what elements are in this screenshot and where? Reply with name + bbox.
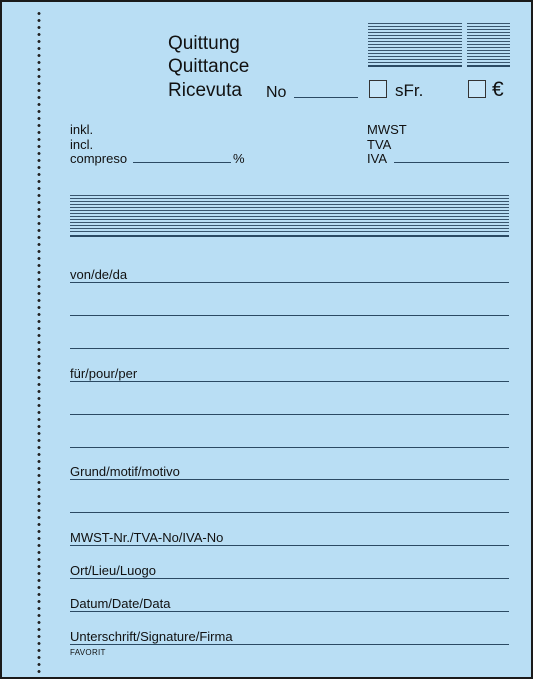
vat-amount-field[interactable]: [394, 162, 509, 163]
number-label: No: [266, 84, 287, 101]
for-label: für/pour/per: [70, 366, 138, 381]
incl-label-it: compreso: [70, 151, 128, 166]
from-line-3[interactable]: [70, 348, 509, 349]
amount-chf-area[interactable]: [368, 23, 462, 63]
eur-label: €: [492, 78, 504, 101]
from-label: von/de/da: [70, 267, 128, 282]
title-it: Ricevuta: [168, 80, 242, 101]
signature-line[interactable]: [70, 644, 509, 645]
amount-cents-underline: [467, 65, 510, 67]
from-line-2[interactable]: [70, 315, 509, 316]
brand-label: FAVORIT: [70, 648, 106, 657]
incl-label-fr: incl.: [70, 137, 94, 152]
receipt-form: [2, 2, 531, 677]
percent-sign: %: [233, 151, 245, 166]
vat-no-label: MWST-Nr./TVA-No/IVA-No: [70, 530, 224, 545]
date-label: Datum/Date/Data: [70, 596, 171, 611]
vat-label-de: MWST: [367, 122, 407, 137]
amount-words-underline: [70, 235, 509, 237]
reason-label: Grund/motif/motivo: [70, 464, 180, 479]
title-fr: Quittance: [168, 56, 250, 77]
signature-label: Unterschrift/Signature/Firma: [70, 629, 233, 644]
from-line-1[interactable]: [70, 282, 509, 283]
amount-cents-area[interactable]: [467, 23, 510, 63]
for-line-2[interactable]: [70, 414, 509, 415]
amount-chf-underline: [368, 65, 462, 67]
vat-rate-field[interactable]: [133, 162, 231, 163]
chf-label: sFr.: [395, 81, 424, 100]
vat-label-it: IVA: [367, 151, 387, 166]
place-label: Ort/Lieu/Luogo: [70, 563, 157, 578]
vat-no-line[interactable]: [70, 545, 509, 546]
reason-line-1[interactable]: [70, 479, 509, 480]
vat-label-fr: TVA: [367, 137, 392, 152]
place-line[interactable]: [70, 578, 509, 579]
for-line-3[interactable]: [70, 447, 509, 448]
title-de: Quittung: [168, 33, 240, 54]
chf-checkbox[interactable]: [369, 80, 387, 98]
number-field[interactable]: [294, 97, 358, 98]
eur-checkbox[interactable]: [468, 80, 486, 98]
date-line[interactable]: [70, 611, 509, 612]
reason-line-2[interactable]: [70, 512, 509, 513]
for-line-1[interactable]: [70, 381, 509, 382]
incl-label-de: inkl.: [70, 122, 94, 137]
perforation-line: [37, 10, 41, 676]
amount-words-area[interactable]: [70, 195, 509, 234]
